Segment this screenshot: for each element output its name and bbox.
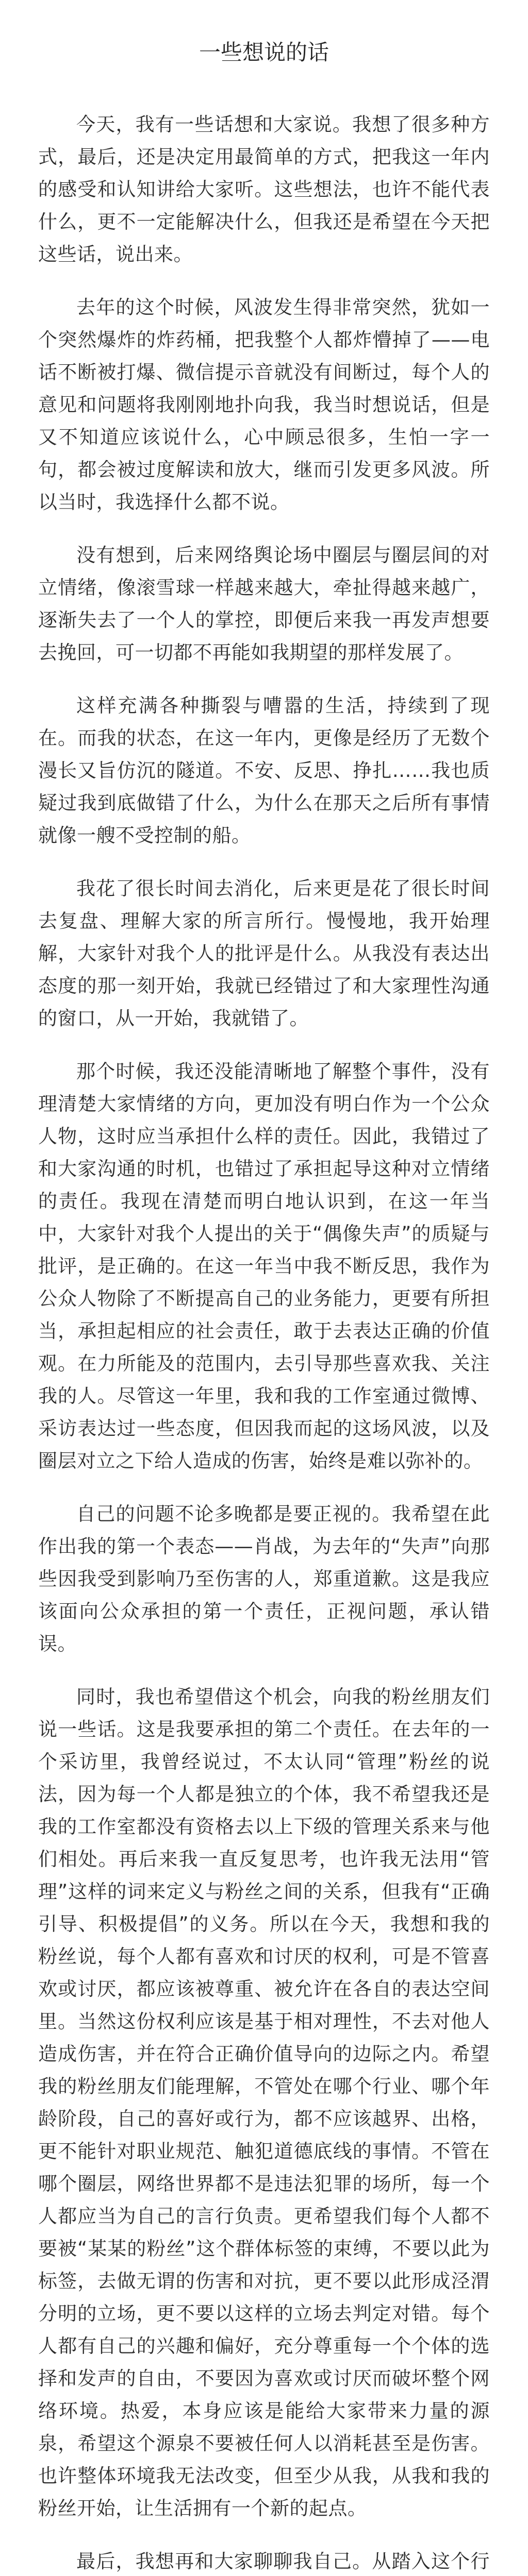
paragraph-4: 这样充满各种撕裂与嘈嚣的生活，持续到了现在。而我的状态，在这一年内，更像是经历了无数个漫长又旨仿沉的隧道。不安、反思、挣扎……我也质疑过我到底做错了什么，为什么在那天之后所有事情就像一艘不受控制的船。 — [38, 694, 490, 846]
paragraph-7: 自己的问题不论多晚都是要正视的。我希望在此作出我的第一个表态——肖战，为去年的“失声”向那些因我受到影响乃至伤害的人，郑重道歉。这是我应该面向公众承担的第一个责任，正视问题，承认错误。 — [38, 1503, 490, 1655]
paragraph-9: 最后，我想再和大家聊聊我自己。从踏入这个行 — [76, 2550, 490, 2572]
paragraph-6: 那个时候，我还没能清晰地了解整个事件，没有理清楚大家情绪的方向，更加没有明白作为一个公众人物，这时应当承担什么样的责任。因此，我错过了和大家沟通的时机，也错过了承担起导这种对立情绪的责任。我现在清楚而明白地认识到，在这一年当中，大家针对我个人提出的关于“偶像失声”的质疑与批评，是正确的。在这一年当中我不断反思，我作为公众人物除了不断提高自己的业务能力，更要有所担当，承担起相应的社会责任，敢于去表达正确的价值观。在力所能及的范围内，去引导那些喜欢我、关注我的人。尽管这一年里，我和我的工作室通过微博、采访表达过一些态度，但因我而起的这场风波，以及圈层对立之下给人造成的伤害，始终是难以弥补的。 — [38, 1060, 490, 1472]
document-title: 一些想说的话 — [199, 40, 329, 65]
paragraph-2: 去年的这个时候，风波发生得非常突然，犹如一个突然爆炸的炸药桶，把我整个人都炸懵掉了——电话不断被打爆、微信提示音就没有间断过，每个人的意见和问题将我刚刚地扑向我，我当时想说话，但是又不知道应该说什么，心中顾忌很多，生怕一字一句，都会被过度解读和放大，继而引发更多风波。所以当时，我选择什么都不说。 — [38, 296, 490, 513]
paragraph-8: 同时，我也希望借这个机会，向我的粉丝朋友们说一些话。这是我要承担的第二个责任。在去年的一个采访里，我曾经说过，不太认同“管理”粉丝的说法，因为每一个人都是独立的个体，我不希望我还是我的工作室都没有资格去以上下级的管理关系来与他们相处。再后来我一直反复思考，也许我无法用“管理”这样的词来定义与粉丝之间的关系，但我有“正确引导、积极提倡”的义务。所以在今天，我想和我的粉丝说，每个人都有喜欢和讨厌的权利，可是不管喜欢或讨厌，都应该被尊重、被允许在各自的表达空间里。当然这份权利应该是基于相对理性，不去对他人造成伤害，并在符合正确价值导向的边际之内。希望我的粉丝朋友们能理解，不管处在哪个行业、哪个年龄阶段，自己的喜好或行为，都不应该越界、出格，更不能针对职业规范、触犯道德底线的事情。不管在哪个圈层，网络世界都不是违法犯罪的场所，每一个人都应当为自己的言行负责。更希望我们每个人都不要被“某某的粉丝”这个群体标签的束缚，不要以此为标签，去做无谓的伤害和对抗，更不要以此形成泾渭分明的立场，更不要以这样的立场去判定对错。每个人都有自己的兴趣和偏好，充分尊重每一个个体的选择和发声的自由，不要因为喜欢或讨厌而破坏整个网络环境。热爱，本身应该是能给大家带来力量的源泉，希望这个源泉不要被任何人以消耗甚至是伤害。也许整体环境我无法改变，但至少从我，从我和我的粉丝开始，让生活拥有一个新的起点。 — [38, 1686, 490, 2519]
paragraph-1: 今天，我有一些话想和大家说。我想了很多种方式，最后，还是决定用最简单的方式，把我这一年内的感受和认知讲给大家听。这些想法，也许不能代表什么，更不一定能解决什么，但我还是希望在今天把这些话，说出来。 — [38, 113, 490, 265]
paragraph-5: 我花了很长时间去消化，后来更是花了很长时间去复盘、理解大家的所言所行。慢慢地，我开始理解，大家针对我个人的批评是什么。从我没有表达出态度的那一刻开始，我就已经错过了和大家理性沟通的窗口，从一开始，我就错了。 — [38, 877, 490, 1029]
paragraph-3: 没有想到，后来网络舆论场中圈层与圈层间的对立情绪，像滚雪球一样越来越大，牵扯得越来越广，逐渐失去了一个人的掌控，即便后来我一再发声想要去挽回，可一切都不再能如我期望的那样发展了。 — [38, 544, 490, 664]
